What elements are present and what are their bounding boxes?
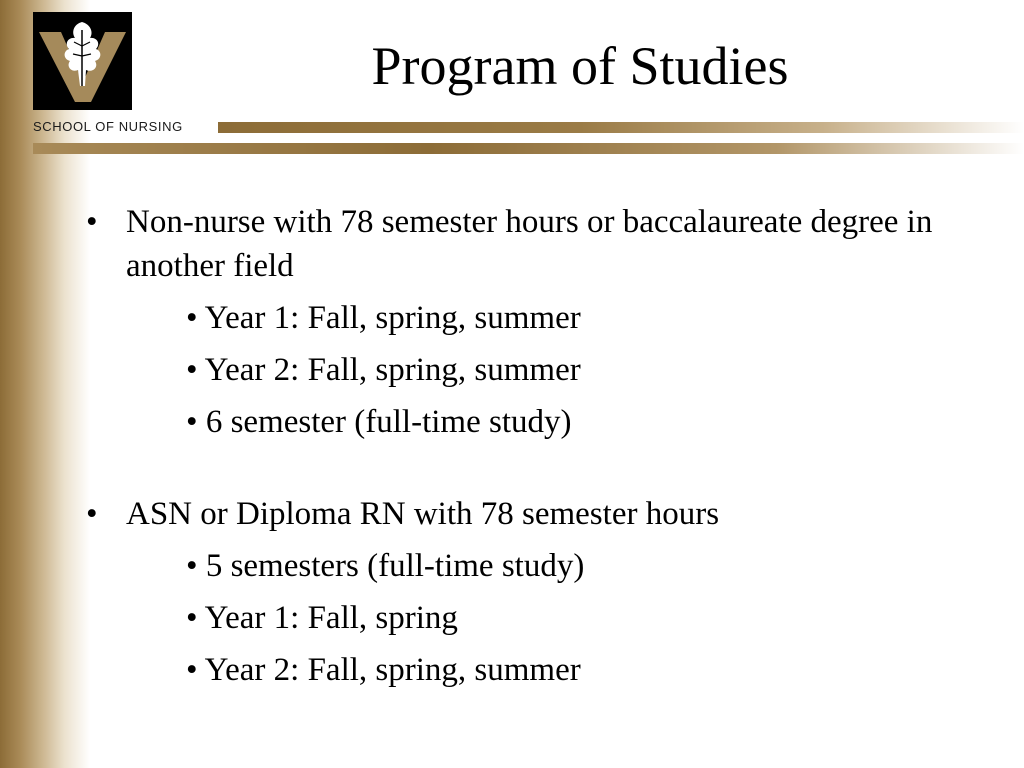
sub-bullet-dot: • <box>186 548 198 584</box>
school-of-nursing-label: SCHOOL OF NURSING <box>33 119 183 134</box>
sub-bullet-text: 5 semesters (full-time study) <box>205 548 585 584</box>
sub-bullet-year1 <box>186 596 458 640</box>
sub-bullet-dot: • <box>186 352 198 388</box>
sub-bullet-dot: • <box>186 600 198 636</box>
sub-bullet-dot: • <box>186 652 198 688</box>
sub-bullet-text: Year 2: Fall, spring, summer <box>204 352 581 388</box>
bullet-text: Non-nurse with 78 semester hours or baccalaureate degree in another field <box>126 204 933 284</box>
sub-bullet-year1 <box>186 296 581 340</box>
sub-bullet-year2 <box>186 348 581 392</box>
sub-bullet-text: 6 semester (full-time study) <box>205 404 572 440</box>
sub-bullet-text: Year 1: Fall, spring, summer <box>204 300 581 336</box>
sub-bullet-dot: • <box>186 404 198 440</box>
bullet-dot: • <box>86 496 98 532</box>
sub-bullet-text: Year 2: Fall, spring, summer <box>204 652 581 688</box>
sub-bullet-six-semester <box>186 400 571 444</box>
slide-title: Program of Studies <box>371 36 789 96</box>
sub-bullet-dot: • <box>186 300 198 336</box>
sub-bullet-text: Year 1: Fall, spring <box>204 600 458 636</box>
bullet-dot: • <box>86 204 98 240</box>
bullet-text: ASN or Diploma RN with 78 semester hours <box>126 496 720 532</box>
sub-bullet-year2 <box>186 648 581 692</box>
sub-bullet-five-semesters <box>186 544 584 588</box>
